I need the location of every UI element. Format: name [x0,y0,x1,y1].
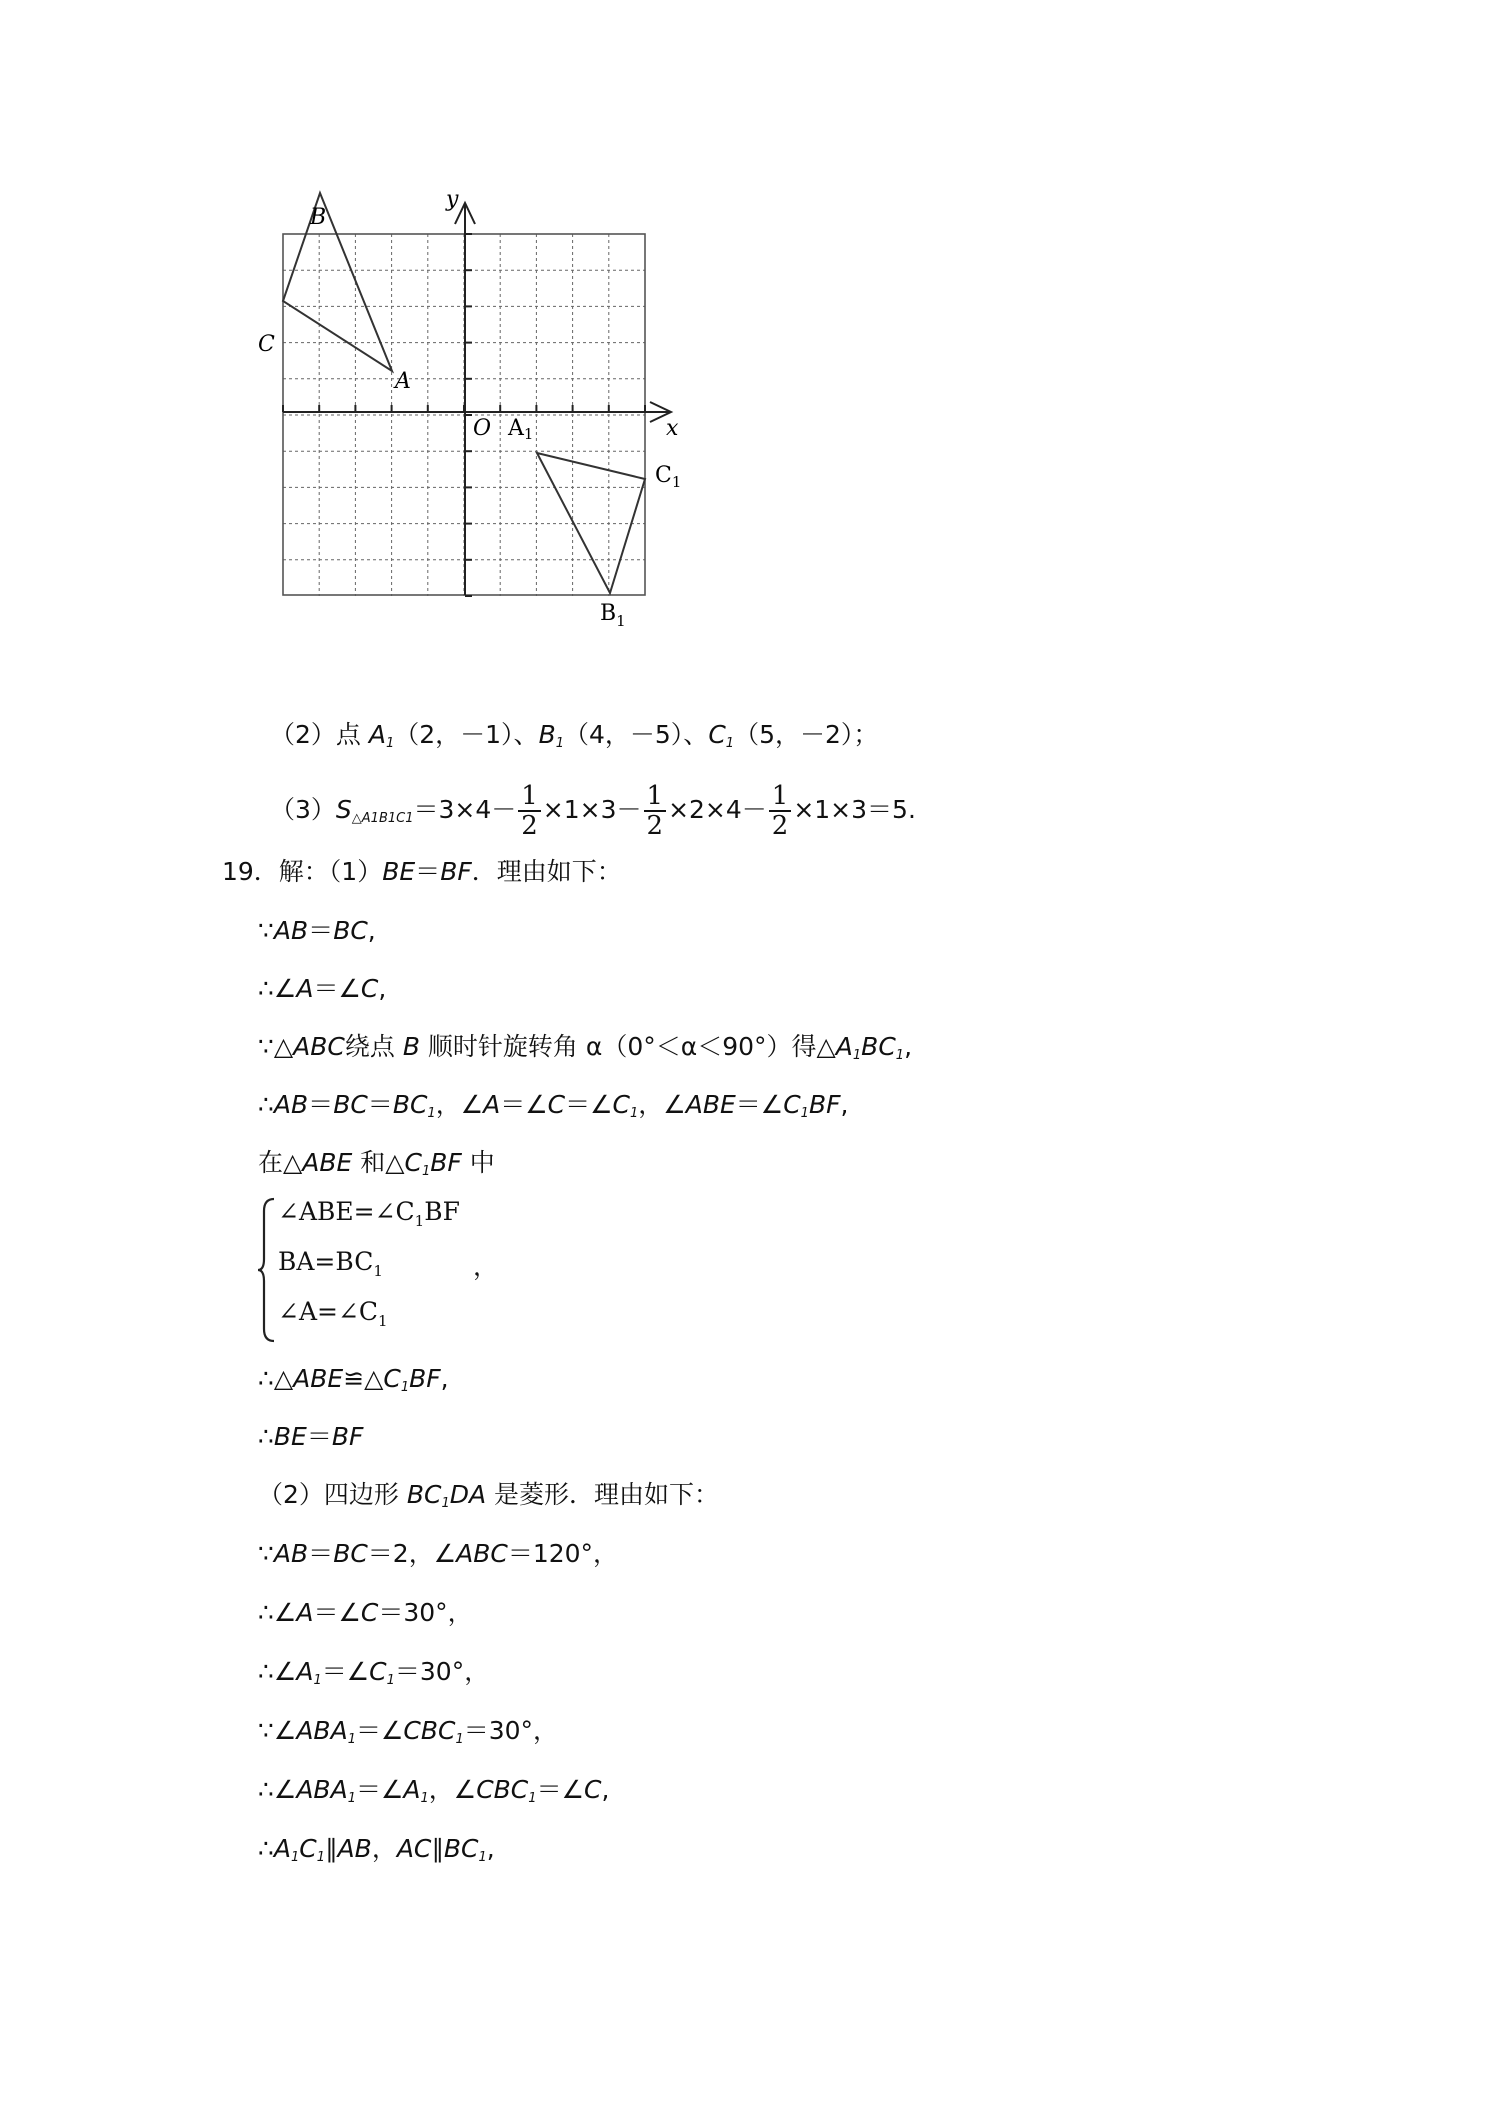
label-origin: O [473,416,492,441]
label-a1: A1 [508,416,534,443]
system-row-3: $\angle A=\angle C_1$ [278,1297,388,1330]
answer-19-line-10: ∵AB＝BC＝2，∠ABC＝120°， [258,1539,619,1568]
answer-18-part3: $(3)S_{\triangle A1B1C1}=3\times 4-$ $\frac{1}{2}$ ×1×3－ $\frac{1}{2}$ ×2×4－ $\frac{1}{2}$ ×1×3＝5. [270,781,916,841]
left-brace [258,1195,278,1345]
equation-system [258,1195,518,1345]
answer-19-line-2: ∵AB＝BC, [258,916,376,945]
answer-19-line-14: $\therefore\angle ABA_1=\angle A_1$，$\angle CBC_1=\angle C$, [258,1775,610,1806]
fraction-half: $\frac{1}{2}$ [644,782,667,840]
label-y: y [446,190,459,212]
answer-19-line-8: ∴BE＝BF [258,1422,364,1451]
answer-19-line-9: （2）四边形 $BC_1DA$ 是菱形．理由如下： [258,1480,720,1511]
answer-19-line-12: $\therefore\angle A_1=\angle C_1=30^\circ$， [258,1657,490,1688]
label-c: C [258,332,275,357]
answer-19-line-5: $\therefore AB=BC=BC_1$，$\angle A=\angle C=\angle C_1$，$\angle ABE=\angle C_1BF$, [258,1090,849,1121]
answer-19-line-6: 在△ABE 和$\triangle C_1BF$ 中 [258,1148,495,1179]
answer-19-line-4: ∵△ABC绕点 B 顺时针旋转角 α（0°＜α＜90°）得$\triangle A_1BC_1$, [258,1032,913,1063]
triangle-a1b1c1 [537,453,645,593]
answer-19-line-3: ∴∠A＝∠C, [258,974,387,1003]
answer-19-line-13: $\because\angle ABA_1=\angle CBC_1=30^\circ$， [258,1716,559,1747]
answer-19-line-15: $\therefore A_1C_1\parallel AB$，$AC\parallel BC_1$, [258,1834,495,1865]
answer-19-line-1: 19．解：（1）BE＝BF．理由如下： [222,857,622,886]
fraction-half: $\frac{1}{2}$ [769,782,792,840]
system-row-1: $\angle ABE=\angle C_1BF$ [278,1197,460,1230]
system-row-2: $BA=BC_1$ [278,1247,383,1280]
triangle-abc [283,193,392,371]
fraction-half: $\frac{1}{2}$ [518,782,541,840]
coordinate-grid-figure [250,190,700,640]
label-c1: $C_1$ [655,463,682,491]
label-b: B [310,205,327,230]
label-a: A [395,369,411,394]
answer-19-line-7: $\therefore\triangle ABE≌\triangle C_1BF$, [258,1364,449,1395]
system-comma: ， [473,1252,499,1281]
y-axis [455,203,475,595]
answer-19-line-11: ∴∠A＝∠C＝30°， [258,1598,473,1627]
label-x: x [666,416,679,441]
label-b1: $B_1$ [600,601,626,630]
answer-18-part2: （2）点 $A_1(2$，－1）、$B_1(4$，－5）、$C_1(5$，－2）； [270,720,879,751]
